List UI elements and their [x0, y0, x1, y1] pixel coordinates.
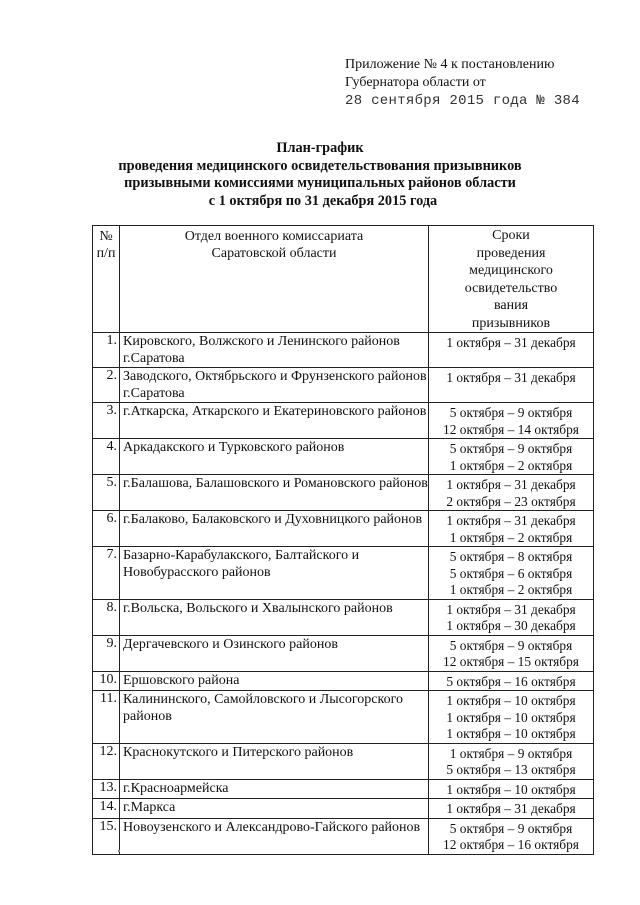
date-range: 5 октября – 9 октября	[449, 820, 573, 836]
date-range: 5 октября – 9 октября	[449, 405, 573, 420]
date-range: 5 октября – 16 октября	[446, 673, 576, 689]
date-range: 1 октября – 31 декабря	[446, 335, 576, 350]
row-number: 6.	[93, 511, 120, 547]
row-number: 9.	[93, 635, 120, 671]
row-number: 11.	[93, 691, 120, 744]
row-number: 5.	[93, 475, 120, 511]
title-line-3: призывными комиссиями муниципальных районов области	[124, 175, 516, 191]
row-number: 10.	[93, 671, 120, 691]
row-number: 7.	[93, 547, 120, 600]
table-row	[93, 779, 594, 799]
table-row	[93, 743, 594, 779]
row-dates	[429, 439, 594, 475]
date-range: 1 октября – 31 декабря	[446, 513, 576, 528]
date-range: 12 октября – 16 октября	[443, 837, 579, 852]
table-row	[93, 635, 594, 671]
date-range: 5 октября – 8 октября	[449, 549, 573, 564]
page-speck	[118, 850, 120, 852]
date-range: 12 октября – 14 октября	[443, 421, 579, 437]
date-range: 1 октября – 2 октября	[449, 457, 573, 473]
row-department: г.Маркса	[120, 799, 429, 819]
table-row	[93, 671, 594, 691]
title-line-1: План-график	[276, 140, 364, 156]
row-department: Базарно-Карабулакского, Балтайского и Новобурасского районов	[120, 547, 429, 600]
document-title	[0, 140, 640, 210]
header-dates-line: медицинского	[469, 263, 553, 278]
date-range: 1 октября – 31 декабря	[446, 370, 576, 385]
table-row	[93, 439, 594, 475]
table-header-row	[93, 226, 594, 333]
appendix-line-2: Губернатора области от	[345, 75, 486, 90]
row-number: 13.	[93, 779, 120, 799]
date-range: 1 октября – 10 октября	[446, 709, 576, 725]
date-range: 5 октября – 9 октября	[449, 637, 573, 653]
row-dates	[429, 671, 594, 691]
row-department: Дергачевского и Озинского районов	[120, 635, 429, 671]
date-range: 1 октября – 2 октября	[449, 529, 573, 545]
header-dates-line: проведения	[476, 245, 546, 261]
header-dates-line: Сроки	[492, 228, 530, 243]
date-range: 5 октября – 6 октября	[449, 565, 573, 581]
row-dates	[429, 403, 594, 439]
schedule-body	[93, 333, 594, 855]
table-row	[93, 599, 594, 635]
title-line-4: с 1 октября по 31 декабря 2015 года	[208, 192, 438, 209]
header-dates-line: освидетельство	[464, 280, 558, 296]
row-number: 3.	[93, 403, 120, 439]
date-range: 12 октября – 15 октября	[443, 654, 579, 669]
table-row	[93, 403, 594, 439]
header-dates	[429, 226, 594, 333]
row-department: Ершовского района	[120, 671, 429, 691]
date-range: 1 октября – 10 октября	[446, 693, 576, 708]
date-range: 1 октября – 10 октября	[446, 781, 576, 797]
header-number-line: п/п	[96, 246, 116, 261]
row-number: 14.	[93, 799, 120, 819]
table-row	[93, 691, 594, 744]
schedule-table	[92, 225, 594, 855]
row-department: Новоузенского и Александрово-Гайского районов	[120, 818, 429, 854]
row-dates	[429, 333, 594, 368]
header-number-line: №	[99, 229, 113, 244]
row-number: 8.	[93, 599, 120, 635]
appendix-line-1: Приложение № 4 к постановлению	[345, 57, 555, 72]
date-range: 5 октября – 13 октября	[446, 762, 576, 777]
header-dates-line: призывников	[471, 315, 551, 331]
table-row	[93, 475, 594, 511]
table-row	[93, 799, 594, 819]
row-department: г.Красноармейска	[120, 779, 429, 799]
header-department	[120, 226, 429, 333]
date-range: 1 октября – 31 декабря	[446, 601, 576, 617]
date-range: 1 октября – 30 декабря	[446, 618, 576, 633]
header-number	[93, 226, 120, 333]
date-range: 2 октября – 23 октября	[446, 493, 576, 509]
row-number: 2.	[93, 368, 120, 403]
row-number: 12.	[93, 743, 120, 779]
row-department: Заводского, Октябрьского и Фрунзенского районов г.Саратова	[120, 368, 429, 403]
row-number: 15.	[93, 818, 120, 854]
row-number: 4.	[93, 439, 120, 475]
row-department: г.Балашова, Балашовского и Романовского районов	[120, 475, 429, 511]
row-dates	[429, 511, 594, 547]
date-range: 1 октября – 31 декабря	[446, 477, 576, 492]
date-range: 5 октября – 9 октября	[449, 441, 573, 456]
header-department-line: Отдел военного комиссариата	[184, 229, 364, 244]
row-dates	[429, 779, 594, 799]
row-department: г.Аткарска, Аткарского и Екатериновского районов	[120, 403, 429, 439]
date-range: 1 октября – 10 октября	[446, 726, 576, 741]
date-range: 1 октября – 2 октября	[449, 582, 573, 597]
table-row	[93, 547, 594, 600]
row-dates	[429, 599, 594, 635]
row-department: Кировского, Волжского и Ленинского районов г.Саратова	[120, 333, 429, 368]
date-range: 1 октября – 9 октября	[449, 745, 573, 761]
row-department: г.Балаково, Балаковского и Духовницкого районов	[120, 511, 429, 547]
row-department: г.Вольска, Вольского и Хвалынского районов	[120, 599, 429, 635]
header-dates-line: вания	[493, 298, 529, 313]
row-dates	[429, 818, 594, 854]
date-range: 1 октября – 31 декабря	[446, 801, 576, 816]
row-department: Краснокутского и Питерского районов	[120, 743, 429, 779]
table-row	[93, 368, 594, 403]
appendix-note	[345, 56, 580, 110]
row-department: Аркадакского и Турковского районов	[120, 439, 429, 475]
row-dates	[429, 368, 594, 403]
row-dates	[429, 743, 594, 779]
title-line-2: проведения медицинского освидетельствования призывников	[118, 157, 522, 174]
row-dates	[429, 691, 594, 744]
row-dates	[429, 547, 594, 600]
header-department-line: Саратовской области	[211, 246, 337, 261]
table-row	[93, 333, 594, 368]
row-dates	[429, 799, 594, 819]
row-number: 1.	[93, 333, 120, 368]
table-row	[93, 511, 594, 547]
row-dates	[429, 635, 594, 671]
appendix-date-stamp: 28 сентября 2015 года № 384	[345, 93, 580, 109]
row-department: Калининского, Самойловского и Лысогорского районов	[120, 691, 429, 744]
table-row	[93, 818, 594, 854]
row-dates	[429, 475, 594, 511]
